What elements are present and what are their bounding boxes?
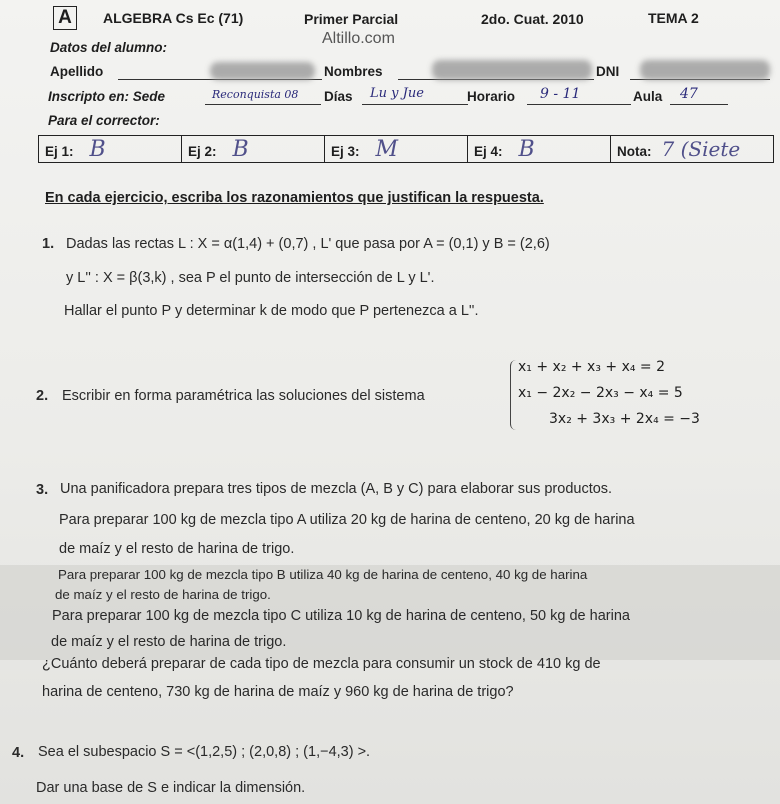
ex3-line2: Para preparar 100 kg de mezcla tipo A utiliza 20 kg de harina de centeno, 20 kg de harina (59, 512, 635, 528)
ej1-label: Ej 1: (45, 143, 74, 159)
grade-cell-ej3 (325, 136, 468, 163)
redacted-nombres (432, 60, 592, 80)
dias-value: Lu y Jue (370, 86, 424, 101)
aula-label: Aula (633, 89, 663, 104)
course-title: ALGEBRA Cs Ec (71) (103, 10, 244, 26)
exam-tema: TEMA 2 (648, 10, 699, 26)
aula-value: 47 (680, 86, 698, 102)
ex1-line1: Dadas las rectas L : X = α(1,4) + (0,7) , L' que pasa por A = (0,1) y B = (2,6) (66, 236, 550, 252)
nota-value: 7 (Siete (661, 137, 741, 161)
horario-label: Horario (467, 89, 516, 104)
ex4-number: 4. (12, 745, 25, 761)
exam-term: 2do. Cuat. 2010 (481, 11, 584, 27)
grade-cell-ej2 (182, 136, 325, 163)
sede-value: Reconquista 08 (212, 88, 299, 101)
nombres-label: Nombres (324, 64, 383, 79)
grade-cell-ej4 (468, 136, 611, 163)
instruction: En cada ejercicio, escriba los razonamientos que justifican la respuesta. (45, 190, 544, 206)
corrector-label: Para el corrector: (48, 113, 160, 128)
sede-line (205, 104, 321, 105)
ej4-value: B (518, 136, 535, 162)
dias-label: Días (324, 89, 353, 104)
ex3-line3: de maíz y el resto de harina de trigo. (59, 541, 295, 557)
ej4-label: Ej 4: (474, 143, 503, 159)
grade-cell-ej1 (39, 136, 182, 163)
horario-value: 9 - 11 (540, 86, 581, 102)
ex3-line7: de maíz y el resto de harina de trigo. (51, 634, 287, 650)
ex3-line9: harina de centeno, 730 kg de harina de maíz y 960 kg de harina de trigo? (42, 684, 514, 700)
version-letter-box: A (53, 6, 77, 30)
ex2-number: 2. (36, 388, 49, 404)
system-eq2: x₁ − 2x₂ − 2x₃ − x₄ = 5 (518, 385, 683, 401)
ex1-line3: Hallar el punto P y determinar k de modo que P pertenezca a L''. (64, 303, 479, 319)
dni-label: DNI (596, 64, 620, 79)
grade-table (38, 135, 774, 163)
ex3-line1: Una panificadora prepara tres tipos de mezcla (A, B y C) para elaborar sus productos. (60, 481, 613, 497)
nota-label: Nota: (617, 144, 652, 159)
apellido-label: Apellido (50, 64, 104, 79)
ex3-line6: Para preparar 100 kg de mezcla tipo C utiliza 10 kg de harina de centeno, 50 kg de harina (52, 608, 630, 624)
grade-cell-nota (611, 136, 774, 163)
watermark: Altillo.com (322, 30, 395, 47)
ej2-value: B (232, 136, 249, 162)
aula-line (670, 104, 728, 105)
ex4-line2: Dar una base de S e indicar la dimensión. (36, 780, 306, 796)
dias-line (362, 104, 468, 105)
inscripto-label: Inscripto en: Sede (48, 89, 166, 104)
system-eq1: x₁ + x₂ + x₃ + x₄ = 2 (518, 359, 666, 375)
horario-line (527, 104, 631, 105)
ej2-label: Ej 2: (188, 143, 217, 159)
redacted-dni (640, 60, 770, 80)
ex3-line4: Para preparar 100 kg de mezcla tipo B utiliza 40 kg de harina de centeno, 40 kg de harina (58, 567, 588, 582)
student-section-label: Datos del alumno: (50, 40, 168, 55)
ex1-line2: y L'' : X = β(3,k) , sea P el punto de intersección de L y L'. (66, 270, 435, 286)
ex3-number: 3. (36, 482, 49, 498)
system-brace (510, 360, 517, 430)
ex3-line5: de maíz y el resto de harina de trigo. (55, 587, 271, 602)
exam-name: Primer Parcial (304, 11, 399, 27)
ej1-value: B (89, 136, 106, 162)
ex2-text: Escribir en forma paramétrica las soluciones del sistema (62, 388, 425, 404)
ex4-line1: Sea el subespacio S = <(1,2,5) ; (2,0,8) ; (1,−4,3) >. (38, 744, 371, 760)
ex1-number: 1. (42, 236, 55, 252)
ej3-value: M (375, 136, 399, 162)
ex3-line8: ¿Cuánto deberá preparar de cada tipo de mezcla para consumir un stock de 410 kg de (42, 656, 601, 672)
ej3-label: Ej 3: (331, 143, 360, 159)
system-eq3: 3x₂ + 3x₃ + 2x₄ = −3 (549, 411, 700, 427)
redacted-apellido (210, 62, 315, 80)
